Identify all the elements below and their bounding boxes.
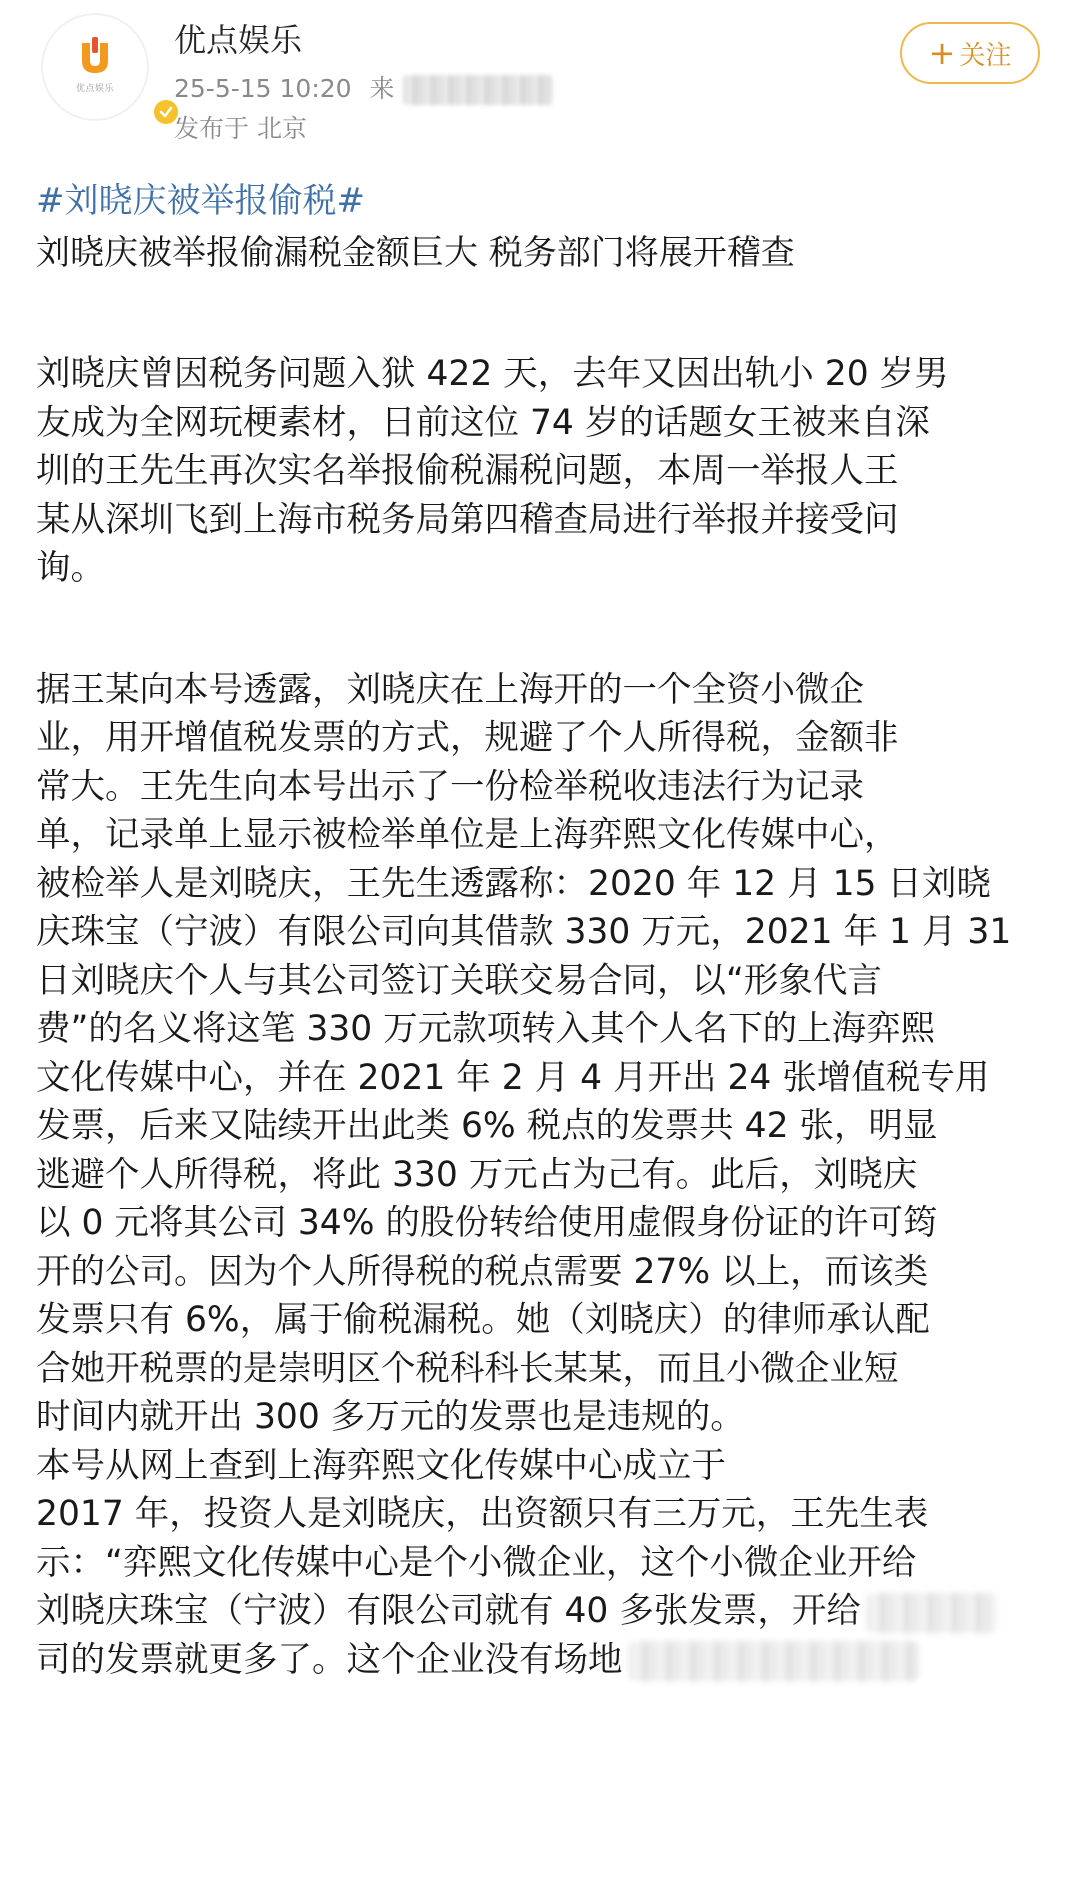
post-headline: 刘晓庆被举报偷漏税金额巨大 税务部门将展开稽查 — [36, 233, 795, 273]
account-name[interactable]: 优点娱乐 — [174, 21, 303, 59]
paragraph-line: 圳的王先生再次实名举报偷税漏税问题，本周一举报人王 — [36, 451, 899, 491]
blurred-text — [867, 1593, 997, 1633]
post-body — [36, 175, 1046, 1684]
plus-icon: + — [928, 34, 956, 72]
paragraph-line: 询。 — [36, 548, 105, 588]
paragraph-line: 刘晓庆曾因税务问题入狱 422 天，去年又因出轨小 20 岁男 — [36, 354, 949, 394]
paragraph-line: 单，记录单上显示被检举单位是上海弈熙文化传媒中心， — [36, 815, 899, 855]
avatar[interactable] — [42, 14, 148, 120]
paragraph-3 — [36, 1442, 1046, 1636]
paragraph-line: 某从深圳飞到上海市税务局第四稽查局进行举报并接受问 — [36, 499, 899, 540]
paragraph-line: 以 0 元将其公司 34% 的股份转给使用虚假身份证的许可筠 — [36, 1203, 938, 1243]
paragraph-line: 据王某向本号透露，刘晓庆在上海开的一个全资小微企 — [36, 669, 864, 710]
hashtag-link[interactable]: #刘晓庆被举报偷税# — [36, 181, 365, 221]
avatar-caption: 优点娱乐 — [75, 84, 114, 94]
paragraph-line: 常大。王先生向本号出示了一份检举税收违法行为记录 — [36, 766, 864, 807]
post-source-label: 来 — [369, 74, 395, 103]
paragraph-line: 友成为全网玩梗素材，日前这位 74 岁的话题女王被来自深 — [36, 402, 930, 443]
post-header — [0, 0, 1080, 165]
paragraph-line: 被检举人是刘晓庆，王先生透露称：2020 年 12 月 15 日刘晓 — [36, 863, 991, 904]
paragraph-line: 文化传媒中心，并在 2021 年 2 月 4 月开出 24 张增值税专用 — [36, 1057, 990, 1098]
paragraph-line: 示：“弈熙文化传媒中心是个小微企业，这个小微企业开给 — [36, 1542, 917, 1583]
post-meta — [174, 72, 553, 106]
paragraph-line: 本号从网上查到上海弈熙文化传媒中心成立于 — [36, 1445, 726, 1486]
post-location: 发布于 北京 — [174, 114, 307, 143]
follow-label: 关注 — [959, 40, 1012, 71]
paragraph-line: 庆珠宝（宁波）有限公司向其借款 330 万元，2021 年 1 月 31 — [36, 912, 1012, 952]
blurred-text — [629, 1641, 919, 1681]
paragraph-line: 合她开税票的是崇明区个税科科长某某，而且小微企业短 — [36, 1348, 899, 1389]
paragraph-line: 业，用开增值税发票的方式，规避了个人所得税，金额非 — [36, 718, 899, 758]
paragraph-line — [36, 1587, 1046, 1636]
paragraph-line: 发票只有 6%，属于偷税漏税。她（刘晓庆）的律师承认配 — [36, 1300, 930, 1340]
paragraph-line: 日刘晓庆个人与其公司签订关联交易合同，以“形象代言 — [36, 960, 882, 1001]
paragraph-line: 时间内就开出 300 多万元的发票也是违规的。 — [36, 1397, 745, 1437]
brand-logo-icon — [78, 37, 112, 77]
paragraph-line-text: 司的发票就更多了。这个企业没有场地 — [36, 1639, 623, 1680]
paragraph-line — [36, 1636, 1046, 1685]
paragraph-line: 逃避个人所得税，将此 330 万元占为己有。此后，刘晓庆 — [36, 1154, 918, 1195]
follow-button[interactable] — [900, 22, 1040, 84]
paragraph-line: 费”的名义将这笔 330 万元款项转入其个人名下的上海弈熙 — [36, 1009, 936, 1049]
post-timestamp: 25-5-15 10:20 — [174, 74, 352, 103]
paragraph-2 — [36, 666, 1046, 1442]
paragraph-line: 2017 年，投资人是刘晓庆，出资额只有三万元，王先生表 — [36, 1494, 929, 1534]
blurred-source — [403, 75, 553, 105]
paragraph-3-tail — [36, 1636, 1046, 1685]
paragraph-line: 开的公司。因为个人所得税的税点需要 27% 以上，而该类 — [36, 1251, 929, 1292]
paragraph-line-text: 刘晓庆珠宝（宁波）有限公司就有 40 多张发票，开给 — [36, 1591, 861, 1631]
paragraph-line: 发票，后来又陆续开出此类 6% 税点的发票共 42 张，明显 — [36, 1106, 938, 1146]
paragraph-1 — [36, 350, 1046, 593]
